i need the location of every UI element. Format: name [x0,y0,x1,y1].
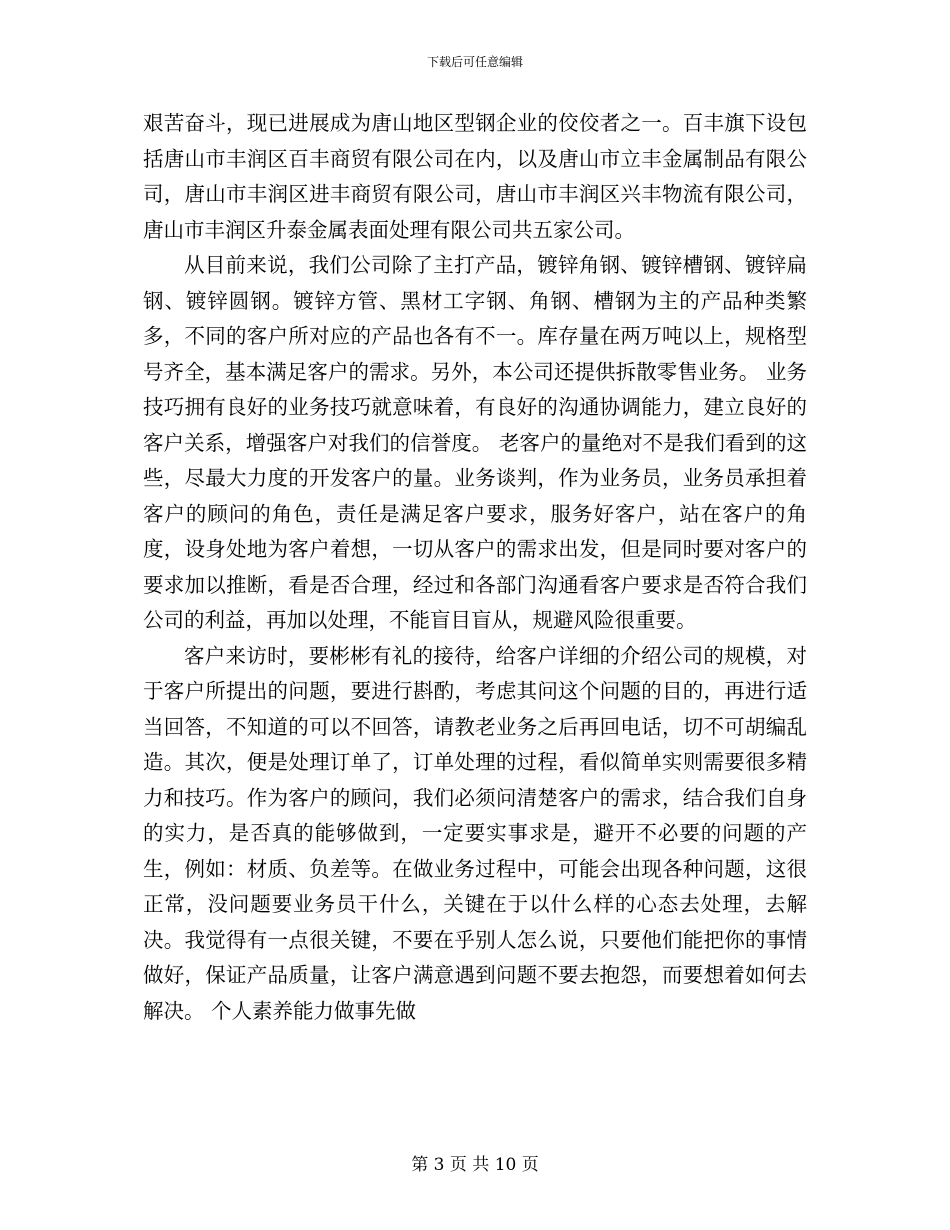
page-header: 下载后可任意编辑 [426,55,523,69]
paragraph-company-overview: 艰苦奋斗，现已进展成为唐山地区型钢企业的佼佼者之一。百丰旗下设包括唐山市丰润区百丰商贸有限公司在内，以及唐山市立丰金属制品有限公司，唐山市丰润区进丰商贸有限公司，唐山市丰润区兴丰物流有限公司，唐山市丰润区升泰金属表面处理有限公司共五家公司。 [143,111,807,242]
paragraph-customer-visits: 客户来访时，要彬彬有礼的接待，给客户详细的介绍公司的规模，对于客户所提出的问题，要进行斟酌，考虑其问这个问题的目的，再进行适当回答，不知道的可以不回答，请教老业务之后再回电话，切不可胡编乱造。其次，便是处理订单了，订单处理的过程，看似简单实则需要很多精力和技巧。作为客户的顾问，我们必须问清楚客户的需求，结合我们自身的实力，是否真的能够做到，一定要实事求是，避开不必要的问题的产生，例如：材质、负差等。在做业务过程中，可能会出现各种问题，这很正常，没问题要业务员干什么，关键在于以什么样的心态去处理，去解决。我觉得有一点很关键，不要在乎别人怎么说，只要他们能把你的事情做好，保证产品质量，让客户满意遇到问题不要去抱怨，而要想着如何去解决。 个人素养能力做事先做 [143,643,807,1023]
paragraph-products-and-skills: 从目前来说，我们公司除了主打产品，镀锌角钢、镀锌槽钢、镀锌扁钢、镀锌圆钢。镀锌方管、黑材工字钢、角钢、槽钢为主的产品种类繁多，不同的客户所对应的产品也各有不一。库存量在两万吨以上，规格型号齐全，基本满足客户的需求。另外，本公司还提供拆散零售业务。 业务技巧拥有良好的业务技巧就意味着，有良好的沟通协调能力，建立良好的客户关系，增强客户对我们的信誉度。 老客户的量绝对不是我们看到的这些，尽最大力度的开发客户的量。业务谈判，作为业务员，业务员承担着客户的顾问的角色，责任是满足客户要求，服务好客户，站在客户的角度，设身处地为客户着想，一切从客户的需求出发，但是同时要对客户的要求加以推断，看是否合理，经过和各部门沟通看客户要求是否符合我们公司的利益，再加以处理，不能盲目盲从，规避风险很重要。 [143,253,807,632]
page-footer: 第 3 页 共 10 页 [411,1155,539,1175]
body-text [143,106,807,1029]
